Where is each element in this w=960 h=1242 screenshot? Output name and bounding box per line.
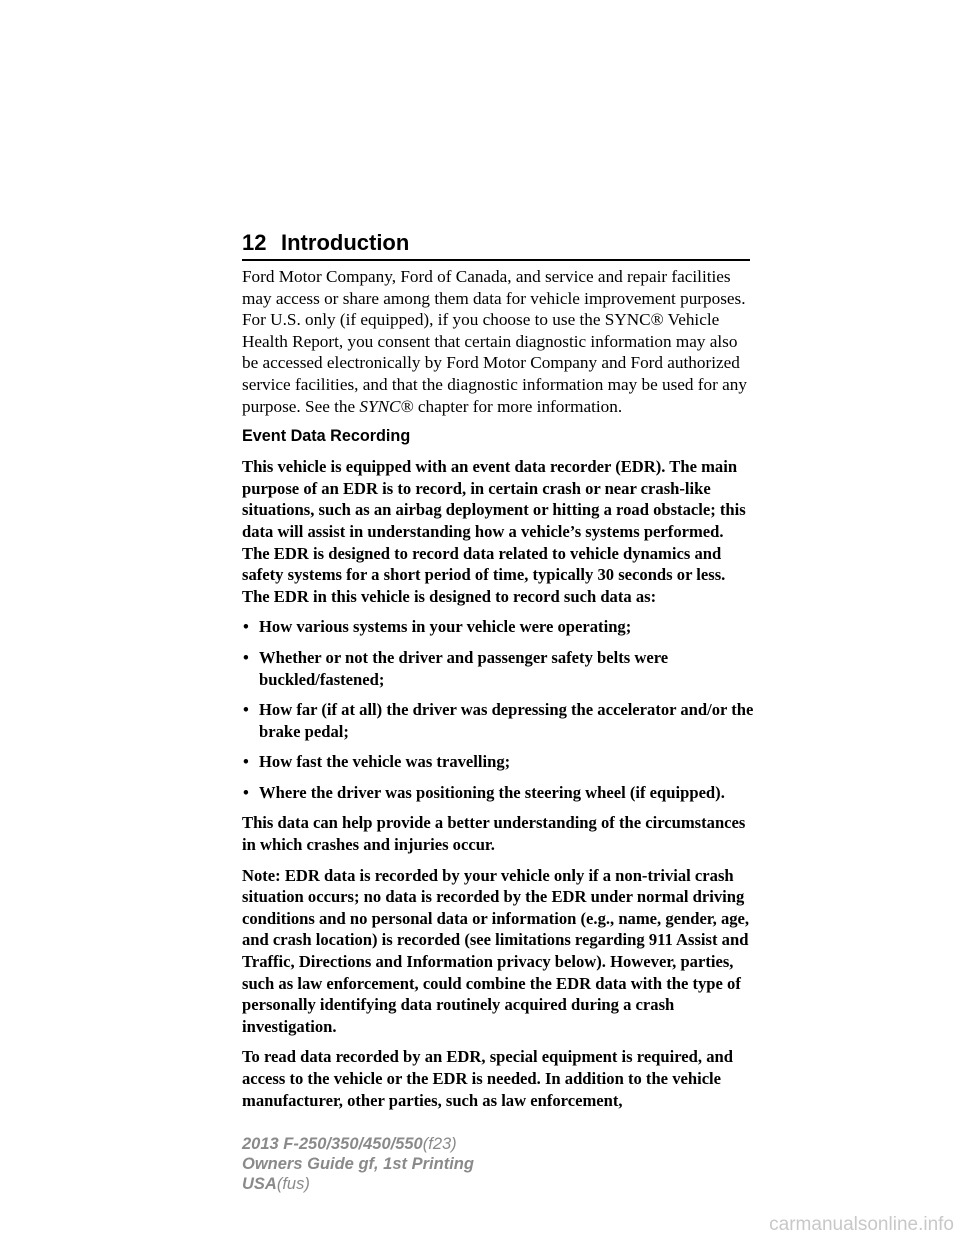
edr-paragraph-2: This data can help provide a better understanding of the circumstances in which crashes and injuries occur. <box>242 813 746 855</box>
list-item <box>242 782 754 804</box>
list-item-text: Where the driver was positioning the steering wheel (if equipped). <box>259 782 725 802</box>
list-item <box>242 751 754 773</box>
footer-region: USA <box>242 1175 277 1193</box>
section-title: Introduction <box>281 230 410 255</box>
list-item-text: Whether or not the driver and passenger safety belts were buckled/fastened; <box>259 647 669 689</box>
footer-region-line <box>242 1174 474 1194</box>
list-item <box>242 699 754 742</box>
page-content <box>242 266 754 1120</box>
page-number: 12 <box>242 230 267 255</box>
list-item-text: How various systems in your vehicle were operating; <box>259 617 632 637</box>
bullet-icon: • <box>243 700 249 720</box>
edr-note-paragraph: Note: EDR data is recorded by your vehicle only if a non-trivial crash situation occurs; no data is recorded by the EDR under normal driving conditions and no personal data or information (e.g., name, gender, age, and crash location) is recorded (see limitations regarding 911 Assist and Traffic, Directions and Information privacy below). However, parties, such as law enforcement, could combine the EDR data with the type of personally identifying data routinely acquired during a crash investigation. <box>242 865 750 1036</box>
list-item <box>242 616 754 638</box>
list-item-text: How fast the vehicle was travelling; <box>259 752 511 772</box>
footer-model-line <box>242 1134 474 1154</box>
event-data-recording-heading: Event Data Recording <box>242 427 411 446</box>
intro-text-end: chapter for more information. <box>413 396 623 416</box>
bullet-icon: • <box>243 617 249 637</box>
edr-data-list <box>242 616 754 803</box>
page-footer <box>242 1134 474 1194</box>
list-item-text: How far (if at all) the driver was depressing the accelerator and/or the brake pedal; <box>259 700 754 741</box>
header-divider <box>242 259 750 261</box>
footer-model: 2013 F-250/350/450/550 <box>242 1135 423 1153</box>
footer-region-code: (fus) <box>276 1175 310 1193</box>
list-item <box>242 647 754 690</box>
edr-paragraph-1: This vehicle is equipped with an event data recorder (EDR). The main purpose of an EDR is to record, in certain crash or near crash-like situations, such as an airbag deployment or hitting a road obstacle; this data will assist in understanding how a vehicle’s systems performed. The EDR is designed to record data related to vehicle dynamics and safety systems for a short period of time, typically 30 seconds or less. The EDR in this vehicle is designed to record such data as: <box>242 457 746 606</box>
bullet-icon: • <box>243 647 249 667</box>
bullet-icon: • <box>243 782 249 802</box>
site-watermark: carmanualsonline.info <box>769 1214 954 1235</box>
page-header <box>242 229 750 259</box>
intro-paragraph <box>242 266 754 417</box>
footer-guide-line: Owners Guide gf, 1st Printing <box>242 1155 474 1173</box>
sync-chapter-reference: SYNC® <box>359 396 414 416</box>
footer-model-code: (f23) <box>422 1135 457 1153</box>
edr-paragraph-4: To read data recorded by an EDR, special equipment is required, and access to the vehicle or the EDR is needed. In addition to the vehicle manufacturer, other parties, such as law enforcement, <box>242 1047 733 1110</box>
bullet-icon: • <box>243 752 249 772</box>
intro-text: Ford Motor Company, Ford of Canada, and service and repair facilities may access or share among them data for vehicle improvement purposes. For U.S. only (if equipped), if you choose to use the SYNC® Vehicle Health Report, you consent that certain diagnostic information may also be accessed electronically by Ford Motor Company and Ford authorized service facilities, and that the diagnostic information may be used for any purpose. See the <box>242 267 747 416</box>
